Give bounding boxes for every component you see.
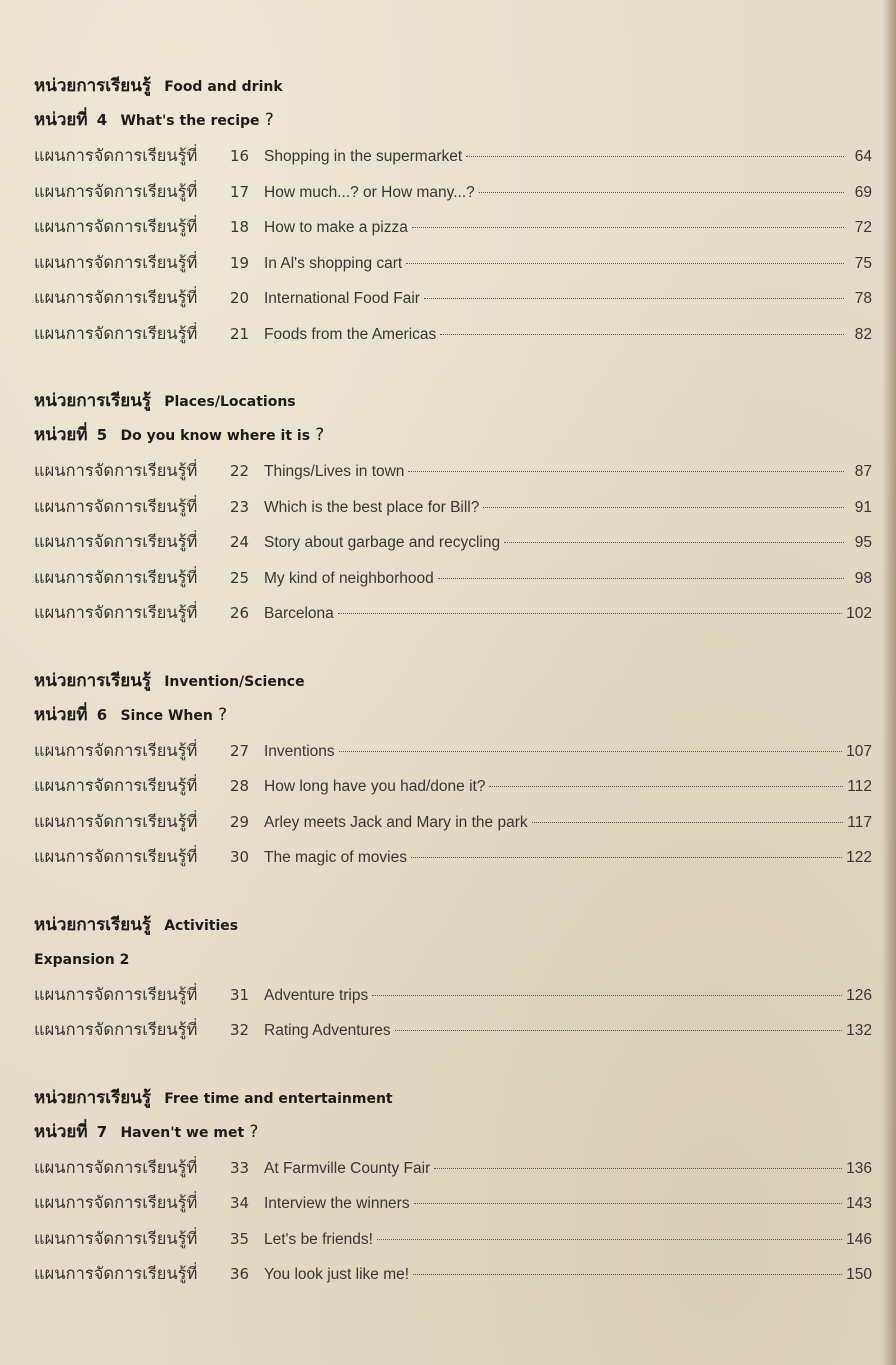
page-number: 64 [854,148,872,165]
toc-entry [34,595,872,631]
lesson-plan-label: แผนการจัดการเรียนรู้ที่ [34,496,198,516]
page-number: 150 [846,1266,872,1283]
page-number: 126 [846,986,872,1004]
page-number: 143 [846,1195,872,1212]
sub-unit-suffix: ? [264,110,274,130]
toc-section [34,70,872,351]
page-number: 136 [846,1159,872,1177]
toc-entry [34,560,872,596]
page-number: 117 [847,813,872,831]
dot-leader [395,1029,842,1031]
page-number: 102 [846,605,872,622]
lesson-plan-label: แผนการจัดการเรียนรู้ที่ [34,603,198,622]
lesson-topic: Shopping in the supermarket [264,148,463,165]
lesson-topic: How long have you had/done it? [264,778,486,795]
toc-entry [34,489,872,525]
lesson-topic: In Al's shopping cart [264,254,403,272]
unit-heading [34,909,872,941]
lesson-number: 30 [230,848,250,866]
toc-section [34,385,872,631]
lesson-plan-label: แผนการจัดการเรียนรู้ที่ [34,532,198,551]
dot-leader [408,470,844,472]
lesson-topic: Inventions [264,742,335,760]
lesson-number: 25 [230,568,250,587]
toc-entry [34,804,872,840]
sub-unit-heading [34,941,872,977]
unit-title: Activities [164,917,239,934]
lesson-topic: Foods from the Americas [264,325,437,343]
lesson-number: 26 [230,604,250,622]
lesson-plan-label: แผนการจัดการเรียนรู้ที่ [34,217,198,236]
unit-heading [34,70,872,102]
lesson-plan-label: แผนการจัดการเรียนรู้ที่ [34,1264,198,1283]
dot-leader [339,750,842,752]
unit-title: Places/Locations [164,394,296,410]
dot-leader [479,191,844,193]
sub-unit-number: 5 [96,426,108,444]
dot-leader [338,612,842,614]
sub-unit-title: Since When [120,707,213,724]
lesson-number: 28 [230,777,250,795]
sub-unit-label: หน่วยที่ [34,425,88,445]
lesson-topic: International Food Fair [264,290,420,307]
lesson-number: 20 [230,289,250,307]
page-edge-shadow [882,0,896,1365]
toc-section [34,909,872,1048]
toc-entry [34,316,872,352]
table-of-contents [34,70,872,1326]
unit-label: หน่วยการเรียนรู้ [34,76,151,96]
toc-entry [34,174,872,210]
lesson-plan-label: แผนการจัดการเรียนรู้ที่ [34,146,198,165]
sub-unit-number: 4 [96,111,108,129]
dot-leader [406,262,844,264]
toc-entry [34,138,872,174]
unit-label: หน่วยการเรียนรู้ [34,914,151,935]
lesson-topic: Interview the winners [264,1195,410,1212]
dot-leader [434,1167,842,1169]
page-number: 95 [854,534,872,551]
toc-entry [34,245,872,281]
lesson-topic: Barcelona [264,605,334,622]
page-number: 132 [846,1022,872,1039]
lesson-number: 22 [230,462,250,480]
sub-unit-title: Haven't we met [120,1124,245,1141]
unit-label: หน่วยการเรียนรู้ [34,670,151,691]
toc-entry [34,1221,872,1257]
lesson-topic: Which is the best place for Bill? [264,498,480,516]
lesson-topic: How much...? or How many...? [264,183,475,201]
dot-leader [504,541,844,543]
lesson-plan-label: แผนการจัดการเรียนรู้ที่ [34,1020,198,1039]
sub-unit-heading [34,697,872,733]
lesson-plan-label: แผนการจัดการเรียนรู้ที่ [34,323,198,343]
page-number: 91 [854,498,872,516]
sub-unit-number: 6 [96,705,108,724]
sub-unit-label: หน่วยที่ [34,704,88,725]
lesson-number: 31 [230,985,250,1004]
toc-entry [34,280,872,316]
lesson-topic: Rating Adventures [264,1022,391,1039]
lesson-topic: You look just like me! [264,1266,410,1283]
lesson-plan-label: แผนการจัดการเรียนรู้ที่ [34,984,198,1004]
lesson-plan-label: แผนการจัดการเรียนรู้ที่ [34,811,198,831]
unit-heading [34,665,872,697]
toc-entry [34,1256,872,1292]
unit-title: Free time and entertainment [164,1090,393,1107]
toc-entry [34,768,872,804]
sub-unit-suffix: ? [218,704,228,725]
lesson-topic: The magic of movies [264,849,407,866]
toc-entry [34,524,872,560]
unit-label: หน่วยการเรียนรู้ [34,391,151,411]
dot-leader [483,506,844,508]
lesson-number: 27 [230,741,250,760]
lesson-list [34,733,872,875]
unit-title: Invention/Science [164,673,305,690]
lesson-number: 35 [230,1229,250,1248]
lesson-number: 24 [230,533,250,551]
page-number: 72 [854,219,872,236]
sub-unit-label: หน่วยที่ [34,1121,88,1142]
lesson-plan-label: แผนการจัดการเรียนรู้ที่ [34,776,198,795]
dot-leader [411,856,842,858]
lesson-plan-label: แผนการจัดการเรียนรู้ที่ [34,288,198,307]
toc-entry [34,839,872,875]
page-number: 146 [846,1230,872,1248]
lesson-plan-label: แผนการจัดการเรียนรู้ที่ [34,181,198,201]
dot-leader [377,1238,842,1240]
lesson-topic: Adventure trips [264,986,369,1004]
toc-entry [34,209,872,245]
lesson-plan-label: แผนการจัดการเรียนรู้ที่ [34,1228,198,1248]
lesson-number: 23 [230,497,250,516]
lesson-plan-label: แผนการจัดการเรียนรู้ที่ [34,567,198,587]
dot-leader [440,333,844,335]
lesson-list [34,977,872,1048]
lesson-list [34,453,872,631]
lesson-topic: Let's be friends! [264,1230,373,1248]
lesson-plan-label: แผนการจัดการเรียนรู้ที่ [34,1193,198,1212]
dot-leader [466,155,844,157]
lesson-plan-label: แผนการจัดการเรียนรู้ที่ [34,847,198,866]
sub-unit-title: Expansion 2 [34,951,130,968]
lesson-plan-label: แผนการจัดการเรียนรู้ที่ [34,461,198,480]
sub-unit-label: หน่วยที่ [34,110,88,130]
page-number: 82 [854,325,872,343]
page-number: 78 [854,290,872,307]
lesson-topic: How to make a pizza [264,219,408,236]
unit-heading [34,385,872,417]
sub-unit-number: 7 [96,1122,108,1141]
sub-unit-title: What's the recipe [120,113,260,129]
page-number: 107 [846,742,872,760]
sub-unit-heading [34,1114,872,1150]
unit-label: หน่วยการเรียนรู้ [34,1087,151,1108]
toc-entry [34,733,872,769]
dot-leader [414,1202,843,1204]
lesson-topic: At Farmville County Fair [264,1159,431,1177]
lesson-number: 16 [230,147,250,165]
lesson-number: 29 [230,812,250,831]
sub-unit-title: Do you know where it is [120,428,311,444]
lesson-topic: Things/Lives in town [264,463,405,480]
page-number: 75 [854,254,872,272]
lesson-number: 21 [230,324,250,343]
page-number: 87 [854,463,872,480]
lesson-number: 18 [230,218,250,236]
lesson-number: 34 [230,1194,250,1212]
lesson-plan-label: แผนการจัดการเรียนรู้ที่ [34,252,198,272]
dot-leader [438,577,844,579]
lesson-topic: My kind of neighborhood [264,569,434,587]
lesson-number: 17 [230,182,250,201]
toc-entry [34,1012,872,1048]
lesson-list [34,138,872,351]
page-number: 69 [854,183,872,201]
toc-entry [34,977,872,1013]
lesson-number: 33 [230,1158,250,1177]
lesson-plan-label: แผนการจัดการเรียนรู้ที่ [34,740,198,760]
page-number: 122 [846,849,872,866]
dot-leader [532,821,844,823]
dot-leader [489,785,843,787]
unit-heading [34,1082,872,1114]
page-number: 112 [847,778,872,795]
unit-title: Food and drink [164,79,283,95]
sub-unit-heading [34,102,872,138]
sub-unit-heading [34,417,872,453]
lesson-plan-label: แผนการจัดการเรียนรู้ที่ [34,1157,198,1177]
page-number: 98 [854,569,872,587]
toc-entry [34,1185,872,1221]
toc-section [34,1082,872,1292]
dot-leader [424,297,844,299]
sub-unit-suffix: ? [249,1121,259,1142]
dot-leader [412,226,844,228]
lesson-topic: Story about garbage and recycling [264,534,501,551]
lesson-number: 36 [230,1265,250,1283]
lesson-number: 32 [230,1021,250,1039]
dot-leader [413,1273,842,1275]
toc-entry [34,453,872,489]
lesson-topic: Arley meets Jack and Mary in the park [264,813,528,831]
toc-entry [34,1150,872,1186]
lesson-list [34,1150,872,1292]
toc-section [34,665,872,875]
dot-leader [372,994,842,996]
sub-unit-suffix: ? [315,425,325,445]
lesson-number: 19 [230,253,250,272]
